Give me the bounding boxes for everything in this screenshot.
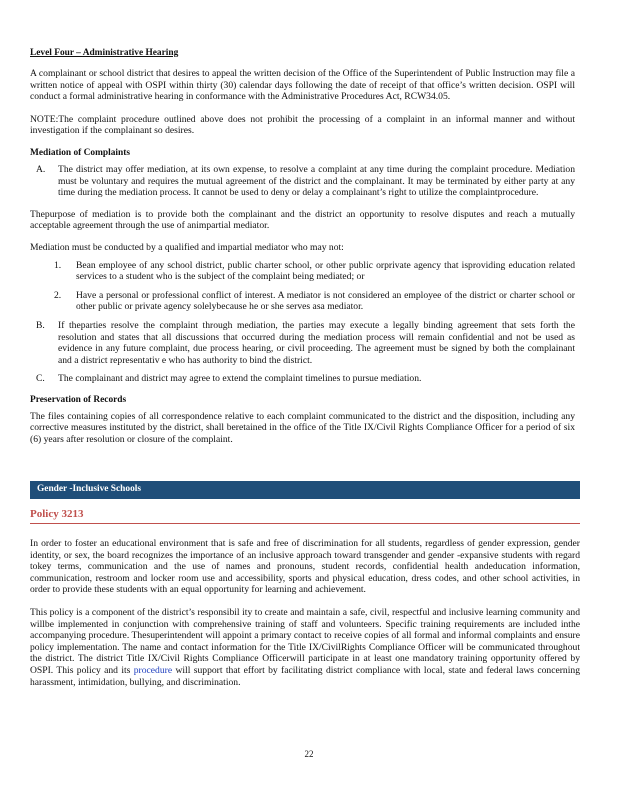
mediation-num-2 (30, 290, 575, 313)
mediation-num-1 (30, 260, 575, 283)
policy-paragraph-2-text: This policy is a component of the district’s responsibil ity to create and maintain a safe, civil, respectful and inclusive learning community and willbe implemented in conjunction with comprehensive training of staff and volunteers. Specific training requirements are included inthe accompanying procedure. Thesuperintendent will appoint a primary contact to receive copies of all formal and informal complaints and ensure policy implementation. The name and contact information for the Title IX/CivilRights Compliance Officer will be communicated throughout the district. The district Title IX/Civil Rights Compliance Officerwill participate in at least one mandatory training opportunity offered by OSPI. This policy and its (30, 606, 580, 676)
policy-paragraph-2-tail: will support that effort by facilitating district compliance with local, state and federal laws concerning harassment, intimidation, bullying, and discrimination. (30, 664, 580, 688)
mediation-conducted: Mediation must be conducted by a qualified and impartial mediator who may not: (30, 241, 344, 253)
item-label: B. (36, 319, 45, 331)
policy-divider (30, 523, 580, 524)
item-label: 2. (54, 289, 62, 301)
policy-section (30, 508, 580, 688)
policy-title: Policy 3213 (30, 508, 84, 520)
policy-paragraph-2 (30, 607, 580, 688)
policy-paragraph-1: In order to foster an educational environment that is safe and free of discrimination for all students, regardless of gender expression, gender identity, or sex, the board recognizes the importance of an inclusive approach toward transgender and gender -expansive students with regard tokey terms, communication and the use of names and pronouns, student records, confidential health andeducation information, communication, restroom and locker room use and accessibility, sports and physical education, dress codes, and other school activities, in order to provide these students with an equal opportunity for learning and achievement. (30, 538, 580, 596)
item-label: A. (36, 163, 46, 175)
section-bar-title: Gender -Inclusive Schools (37, 484, 142, 494)
item-text: Bean employee of any school district, public charter school, or other public orprivate agency that isproviding education related services to a student who is the subject of the complaint being mediated; or (76, 259, 575, 283)
document-body (30, 48, 575, 446)
procedure-link[interactable]: procedure (133, 664, 173, 676)
item-label: C. (36, 373, 45, 385)
item-text: The complainant and district may agree to extend the complaint timelines to pursue mediation. (58, 373, 422, 385)
mediation-item-c (36, 373, 575, 385)
item-text: Have a personal or professional conflict of interest. A mediator is not considered an employee of the district or charter school or other public or private agency solelybecause he or she serves asa mediator. (76, 289, 575, 313)
mediation-item-a (36, 164, 575, 199)
mediation-item-b (36, 320, 575, 366)
level-four-heading: Level Four – Administrative Hearing (30, 48, 179, 58)
mediation-purpose: Thepurpose of mediation is to provide both the complainant and the district an opportunity to resolve disputes and reach a mutually acceptable agreement through the use of animpartial mediator. (30, 208, 575, 232)
item-label: 1. (54, 259, 62, 271)
preservation-heading: Preservation of Records (30, 394, 127, 405)
note-paragraph: NOTE:The complaint procedure outlined above does not prohibit the processing of a complaint in an informal manner and without investigation if the complainant so desires. (30, 113, 575, 137)
mediation-heading: Mediation of Complaints (30, 147, 131, 158)
section-bar (30, 481, 580, 499)
preservation-paragraph: The files containing copies of all correspondence relative to each complaint communicated to the district and the disposition, including any corrective measures instituted by the district, shall beretained in the office of the Title IX/Civil Rights Compliance Officer for a period of six (6) years after resolution or closure of the complaint. (30, 410, 575, 446)
item-text: If theparties resolve the complaint through mediation, the parties may execute a legally binding agreement that sets forth the resolution and states that all discussions that occurred during the mediation process will remain confidential and not be used as evidence in any future complaint, due process hearing, or civil proceeding. The agreement must be signed by both the complainant and a district representativ e who has authority to bind the district. (58, 319, 575, 366)
level-four-paragraph: A complainant or school district that desires to appeal the written decision of the Office of the Superintendent of Public Instruction may file a written notice of appeal with OSPI within thirty (30) calendar days following the date of receipt of that office’s written decision. OSPI will conduct a formal administrative hearing in conformance with the Administrative Procedures Act, RCW34.05. (30, 68, 575, 103)
page-number: 22 (304, 749, 314, 759)
item-text: The district may offer mediation, at its own expense, to resolve a complaint at any time during the complaint procedure. Mediation must be voluntary and requires the mutual agreement of the district and the complainant. It may be terminated by either party at any time during the mediation process. It cannot be used to deny or delay a complainant’s right to utilize the complaintprocedure. (58, 163, 575, 199)
